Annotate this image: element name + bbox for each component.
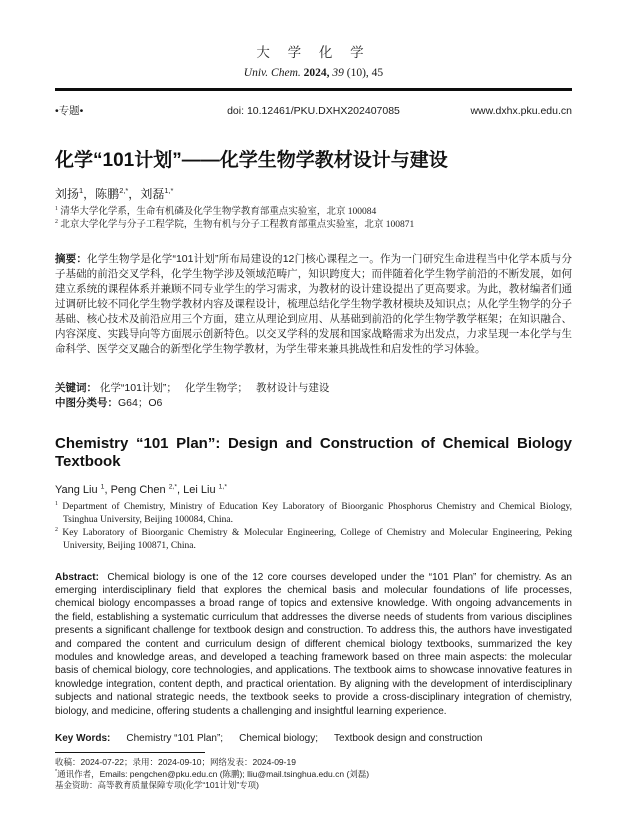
keyword-en: Chemistry “101 Plan”; <box>126 732 224 744</box>
author-cn <box>140 187 173 201</box>
author-cn <box>95 187 140 201</box>
abstract-cn <box>55 252 572 357</box>
abstract-label-en: Abstract: <box>55 571 99 583</box>
author-name: Lei Liu <box>183 483 216 496</box>
keywords-en <box>55 732 572 746</box>
journal-website: www.dxhx.pku.edu.cn <box>470 104 572 117</box>
correspondence-marker: * <box>55 768 58 775</box>
keywords-label-en: Key Words: <box>55 732 111 744</box>
keyword-en: Chemical biology; <box>239 732 319 744</box>
affiliation-en <box>55 501 572 527</box>
article-title-cn: 化学“101计划”——化学生物学教材设计与建设 <box>55 149 448 171</box>
citation-issue-pages: (10), 45 <box>346 67 384 79</box>
author-en <box>183 484 227 496</box>
journal-header <box>55 44 572 118</box>
footnote-divider <box>55 752 205 753</box>
abstract-en <box>55 571 572 718</box>
footnote-funding: 基金资助：高等教育质量保障专项(化学“101计划”专项) <box>55 780 260 791</box>
doi-text: doi: 10.12461/PKU.DXHX202407085 <box>227 104 400 117</box>
affiliation-text: Department of Chemistry, Ministry of Education Key Laboratory of Bioorganic Phosphorus Chemistry and Chemical Biology, Tsinghua University, Beijing 100084, China. <box>62 501 573 525</box>
correspondence-text: 通讯作者，Emails: pengchen@pku.edu.cn (陈鹏); lliu@mail.tsinghua.edu.cn (刘磊) <box>57 768 370 779</box>
authors-cn <box>55 186 572 202</box>
keywords-cn <box>55 381 572 396</box>
affiliation-en <box>55 527 572 553</box>
clc-label: 中图分类号： <box>55 396 118 409</box>
author-name: Peng Chen <box>110 483 166 496</box>
footnote-dates: 收稿：2024-07-22；录用：2024-09-10；网络发表：2024-09-19 <box>55 756 296 767</box>
author-en <box>111 484 184 496</box>
clc-codes: G64；O6 <box>118 396 163 409</box>
affiliation-cn <box>55 206 572 220</box>
affiliation-text: 北京大学化学与分子工程学院，生物有机与分子工程教育部重点实验室，北京 100871 <box>60 220 415 230</box>
affiliation-superscript: 2 <box>55 218 58 225</box>
clc-line <box>55 396 572 411</box>
keyword-cn: 化学“101计划”； <box>99 381 177 394</box>
footnote-correspondence <box>55 769 572 781</box>
author-superscript: 1 <box>79 185 84 195</box>
keywords-label-cn: 关键词： <box>55 381 97 394</box>
abstract-label-cn: 摘要： <box>55 252 88 265</box>
authors-en <box>55 483 572 497</box>
abstract-text-cn: 化学生物学是化学“101计划”所布局建设的12门核心课程之一。作为一门研究生命进程当中化学本质与分子基础的前沿交叉学科，化学生物学涉及领域范畴广，知识跨度大；而伴随着化学生物学前沿的不断发展，如何建立系统的课程体系并兼顾不同专业学生的学习需求，为教材的设计建设提出了更高要求。为此，教材编者们通过调研比较不同化学生物学教材内容及课程设计，梳理总结化学生物学教材模块及知识点；从化学生物学的分子基础、核心技术及前沿应用三个方面，建立从理论到应用、从基础到前沿的化学生物学教学框架；在知识融合、内容深度、实践导向等方面展示创新特色。以交叉学科的发展和国家战略需求为出发点，力求呈现一本化学与生命科学、医学交叉融合的新型化学生物学教材，为学生带来兼具挑战性和启发性的学习体验。 <box>55 252 572 355</box>
journal-abbrev: Univ. Chem. <box>243 67 301 79</box>
affiliation-superscript: 1 <box>55 205 58 212</box>
author-name: 刘扬 <box>55 186 80 201</box>
author-en <box>55 484 111 496</box>
author-separator: , <box>104 483 111 496</box>
citation-year: 2024, <box>303 67 330 79</box>
author-cn <box>55 187 95 201</box>
keyword-en: Textbook design and construction <box>334 732 483 744</box>
author-name: Yang Liu <box>55 483 98 496</box>
header-divider <box>55 88 572 91</box>
author-superscript: 1,* <box>218 482 227 490</box>
journal-name-cn: 大 学 化 学 <box>256 45 371 60</box>
citation-volume: 39 <box>332 67 344 79</box>
keyword-cn: 教材设计与建设 <box>255 381 330 394</box>
journal-citation <box>55 66 572 80</box>
author-name: 陈鹏 <box>95 186 120 201</box>
abstract-text-en: Chemical biology is one of the 12 core courses developed under the “101 Plan” for chemistry. As an emerging interdisciplinary field that explores the chemical basis and molecular foundations of life processes, chemical biology encompasses a broad range of topics and extensive knowledge. With ongoing advancements in the field, establishing a systematic curriculum that addresses the diverse needs of students from various disciplines presents a significant challenge for textbook design and construction. To address this, the authors have investigated and compared the content and curriculum design of different chemical biology textbooks, summarized the key modules and knowledge areas, and developed a teaching framework based on three main aspects: the molecular basis of chemical biology, core technologies, and applications. The textbook aims to showcase innovative features in knowledge integration, content depth, and practical orientation. By aligning with the development of interdisciplinary subjects and national strategic needs, the textbook seeks to provide a cross-disciplinary integration of chemistry, biology, and medicine, offering students a challenging and insightful learning experience. <box>55 571 572 717</box>
affiliation-cn <box>55 219 572 233</box>
affiliation-text: 清华大学化学系，生命有机磷及化学生物学教育部重点实验室，北京 100084 <box>60 206 377 217</box>
keyword-cn: 化学生物学； <box>184 381 248 394</box>
meta-row <box>55 104 572 118</box>
author-separator: ， <box>83 186 96 201</box>
author-separator: , <box>177 483 184 496</box>
author-name: 刘磊 <box>140 186 165 201</box>
affiliation-superscript: 2 <box>55 526 58 533</box>
author-superscript: 1 <box>100 482 105 490</box>
affiliation-superscript: 1 <box>55 500 58 507</box>
affiliations-en <box>55 501 572 553</box>
affiliations-cn <box>55 206 572 233</box>
article-title-en: Chemistry “101 Plan”: Design and Construction of Chemical Biology Textbook <box>55 434 572 470</box>
author-superscript: 2,* <box>168 482 178 490</box>
author-superscript: 2,* <box>119 185 129 195</box>
author-superscript: 1,* <box>164 185 174 195</box>
footnotes <box>55 757 572 792</box>
author-separator: ， <box>128 186 141 201</box>
affiliation-text: Key Laboratory of Bioorganic Chemistry & Molecular Engineering, College of Chemistry and Molecular Engineering, Peking University, Beijing 100871, China. <box>62 527 572 551</box>
topic-tag: •专题• <box>55 104 84 117</box>
